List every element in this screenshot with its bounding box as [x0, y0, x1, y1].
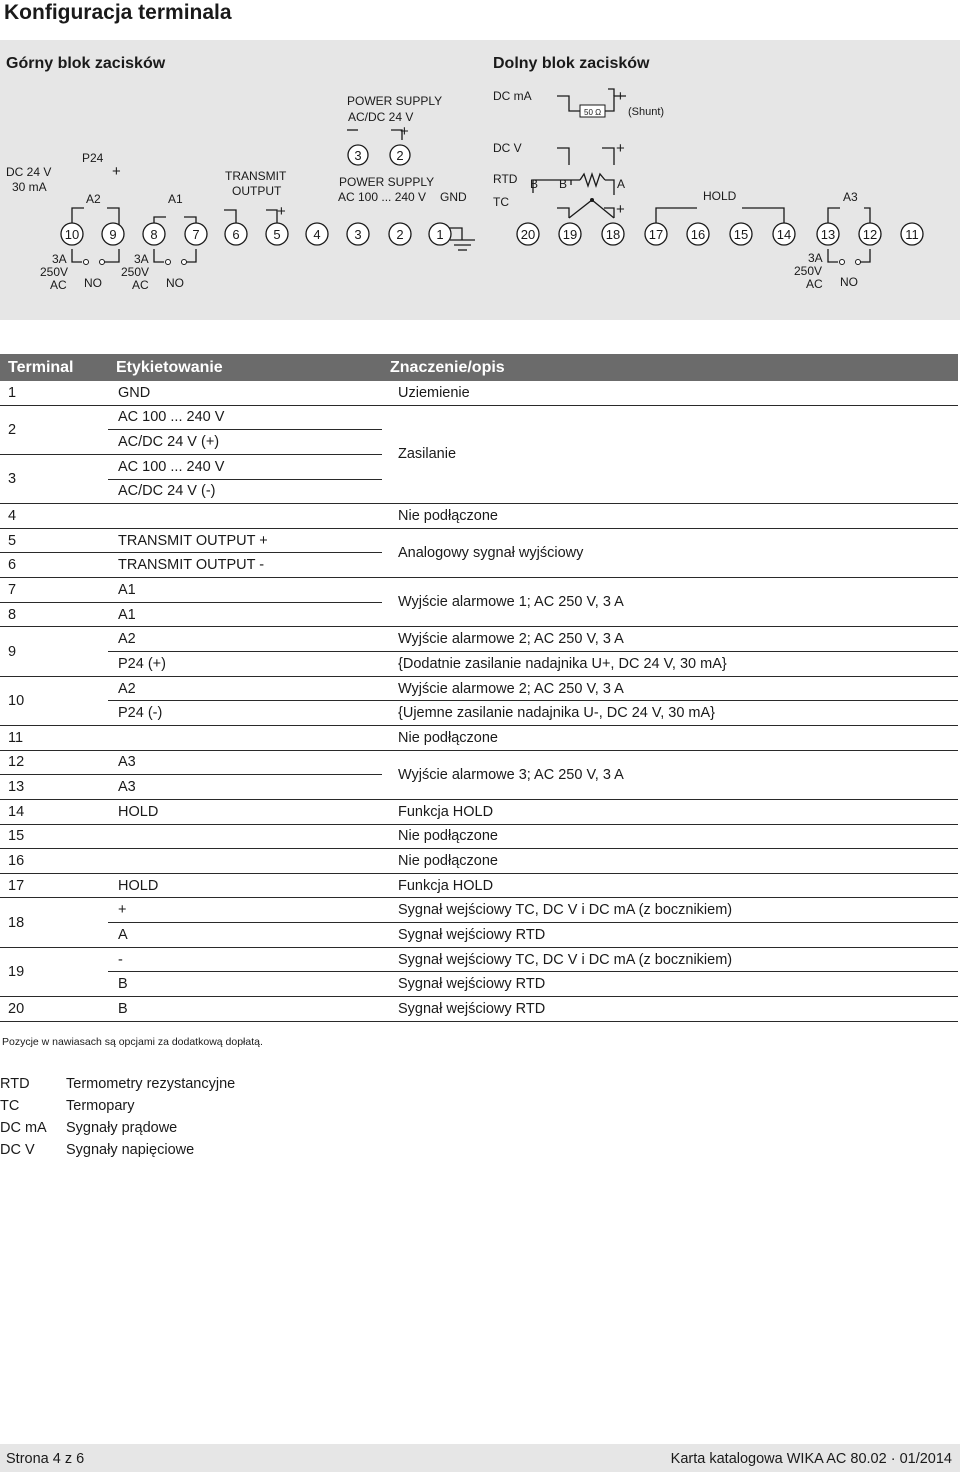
page-title: Konfiguracja terminala — [4, 1, 232, 24]
cell-terminal: 2 — [0, 405, 108, 454]
cell-label: P24 (+) — [108, 652, 382, 677]
gnd-label: GND — [440, 190, 467, 204]
cell-label: - — [108, 947, 382, 972]
cell-label: A — [108, 923, 382, 948]
transmit-label: TRANSMIT — [225, 169, 287, 183]
ac-label-3: AC — [806, 277, 823, 291]
cell-terminal: 3 — [0, 454, 108, 503]
table-row — [0, 676, 958, 701]
legend-row — [0, 1095, 235, 1117]
terminal-19: 19 — [562, 227, 578, 242]
rtd-b2-label: B — [559, 177, 568, 191]
cell-description: Sygnał wejściowy TC, DC V i DC mA (z bocznikiem) — [382, 947, 958, 972]
table-row — [0, 898, 958, 923]
cell-description: Funkcja HOLD — [382, 799, 958, 824]
table-row — [0, 849, 958, 874]
cell-label — [108, 725, 382, 750]
cell-label — [108, 504, 382, 529]
cell-terminal: 13 — [0, 775, 108, 800]
ps-terminal-3: 3 — [354, 148, 362, 163]
cell-label: A1 — [108, 602, 382, 627]
terminal-15: 15 — [733, 227, 749, 242]
table-row — [0, 824, 958, 849]
cell-label: A3 — [108, 775, 382, 800]
abbreviation-legend — [0, 1073, 235, 1161]
cell-description: Wyjście alarmowe 2; AC 250 V, 3 A — [382, 676, 958, 701]
table-row — [0, 873, 958, 898]
volt-label-2: 250V — [121, 265, 150, 279]
table-row — [0, 972, 958, 997]
cell-description: Sygnał wejściowy RTD — [382, 997, 958, 1022]
cell-description: Uziemienie — [382, 381, 958, 405]
cell-terminal: 7 — [0, 578, 108, 603]
terminal-1: 1 — [436, 227, 444, 242]
legend-text: Termopary — [66, 1098, 135, 1114]
cell-terminal: 15 — [0, 824, 108, 849]
legend-text: Sygnały prądowe — [66, 1120, 178, 1136]
a2-label: A2 — [86, 192, 101, 206]
cell-label: + — [108, 898, 382, 923]
cell-label: HOLD — [108, 799, 382, 824]
cell-terminal: 5 — [0, 528, 108, 553]
terminal-10: 10 — [64, 227, 80, 242]
rtd-a-label: A — [617, 177, 626, 191]
cell-terminal: 16 — [0, 849, 108, 874]
legend-row — [0, 1117, 235, 1139]
cell-terminal: 4 — [0, 504, 108, 529]
amp-label-2: 3A — [134, 252, 149, 266]
legend-row — [0, 1139, 235, 1161]
cell-label: B — [108, 972, 382, 997]
table-row — [0, 923, 958, 948]
cell-label: AC 100 ... 240 V — [108, 454, 382, 479]
legend-abbreviation: DC V — [0, 1142, 35, 1158]
terminal-14: 14 — [776, 227, 792, 242]
cell-terminal: 19 — [0, 947, 108, 996]
column-header-label: Etykietowanie — [108, 354, 382, 381]
dcma-plus: + — [616, 88, 625, 105]
cell-description: Analogowy sygnał wyjściowy — [382, 528, 958, 577]
no-label-1: NO — [84, 276, 102, 290]
ps1-label: POWER SUPPLY — [347, 94, 443, 108]
cell-label: TRANSMIT OUTPUT - — [108, 553, 382, 578]
table-row — [0, 504, 958, 529]
wiring-diagram-svg — [0, 40, 960, 320]
cell-label: TRANSMIT OUTPUT + — [108, 528, 382, 553]
ps1b-label: AC/DC 24 V — [348, 110, 414, 124]
cell-terminal: 17 — [0, 873, 108, 898]
amp-label-1: 3A — [52, 252, 67, 266]
terminal-3: 3 — [354, 227, 362, 242]
cell-label: B — [108, 997, 382, 1022]
dcv-plus: + — [616, 140, 625, 157]
column-header-description: Znaczenie/opis — [382, 354, 958, 381]
cell-description: Nie podłączone — [382, 824, 958, 849]
cell-description: Wyjście alarmowe 3; AC 250 V, 3 A — [382, 750, 958, 799]
cell-description: Sygnał wejściowy RTD — [382, 923, 958, 948]
legend-text: Sygnały napięciowe — [66, 1142, 195, 1158]
table-row — [0, 701, 958, 726]
ps-plus: + — [400, 123, 409, 140]
cell-description: Wyjście alarmowe 1; AC 250 V, 3 A — [382, 578, 958, 627]
rtd-b1-label: B — [530, 177, 539, 191]
shunt-label: (Shunt) — [628, 106, 665, 118]
upper-block-title: Górny blok zacisków — [6, 55, 166, 72]
legend-abbreviation: RTD — [0, 1076, 30, 1092]
table-row — [0, 947, 958, 972]
cell-terminal: 14 — [0, 799, 108, 824]
cell-description: Sygnał wejściowy RTD — [382, 972, 958, 997]
lower-block-title: Dolny blok zacisków — [493, 55, 650, 72]
cell-terminal: 20 — [0, 997, 108, 1022]
cell-terminal: 10 — [0, 676, 108, 725]
a1-label: A1 — [168, 192, 183, 206]
no-label-3: NO — [840, 275, 858, 289]
ac-label-1: AC — [50, 278, 67, 292]
table-row — [0, 799, 958, 824]
p24-label: P24 — [82, 151, 104, 165]
table-row — [0, 627, 958, 652]
cell-description: Nie podłączone — [382, 849, 958, 874]
cell-label: P24 (-) — [108, 701, 382, 726]
volt-label-1: 250V — [40, 265, 69, 279]
ac-label-2: AC — [132, 278, 149, 292]
cell-label — [108, 824, 382, 849]
cell-label — [108, 849, 382, 874]
terminal-11: 11 — [905, 227, 919, 242]
ohm-label: 50 Ω — [584, 108, 602, 117]
terminal-circles — [61, 145, 923, 245]
amp-label-3: 3A — [808, 251, 823, 265]
cell-label: A2 — [108, 627, 382, 652]
table-row — [0, 652, 958, 677]
ps-terminal-2: 2 — [396, 148, 404, 163]
p24-plus: + — [112, 163, 121, 180]
cell-terminal: 12 — [0, 750, 108, 775]
cell-label: HOLD — [108, 873, 382, 898]
legend-text: Termometry rezystancyjne — [66, 1076, 236, 1092]
page-number: Strona 4 z 6 — [6, 1451, 85, 1467]
rtd-label: RTD — [493, 172, 518, 186]
cell-terminal: 18 — [0, 898, 108, 947]
ps2b-label: AC 100 ... 240 V — [338, 190, 427, 204]
terminal-5: 5 — [273, 227, 281, 242]
legend-row — [0, 1073, 235, 1095]
cell-label: A3 — [108, 750, 382, 775]
ma30-label: 30 mA — [12, 180, 47, 194]
cell-label: A2 — [108, 676, 382, 701]
cell-label: AC/DC 24 V (-) — [108, 479, 382, 504]
volt-label-3: 250V — [794, 264, 823, 278]
cell-label: GND — [108, 381, 382, 405]
tc-label: TC — [493, 195, 509, 209]
cell-description: {Ujemne zasilanie nadajnika U-, DC 24 V, 30 mA} — [382, 701, 958, 726]
terminal-2: 2 — [396, 227, 404, 242]
cell-description: Sygnał wejściowy TC, DC V i DC mA (z bocznikiem) — [382, 898, 958, 923]
cell-terminal: 11 — [0, 725, 108, 750]
hold-label: HOLD — [703, 189, 737, 203]
table-row — [0, 405, 958, 430]
table-row — [0, 578, 958, 603]
table-row — [0, 725, 958, 750]
a3-label: A3 — [843, 190, 858, 204]
column-header-terminal: Terminal — [0, 354, 108, 381]
cell-label: AC 100 ... 240 V — [108, 405, 382, 430]
dcv-label: DC V — [493, 141, 522, 155]
document-reference: Karta katalogowa WIKA AC 80.02 · 01/2014 — [670, 1451, 952, 1467]
cell-description: {Dodatnie zasilanie nadajnika U+, DC 24 V, 30 mA} — [382, 652, 958, 677]
cell-description: Nie podłączone — [382, 504, 958, 529]
legend-abbreviation: TC — [0, 1098, 20, 1114]
cell-label: AC/DC 24 V (+) — [108, 430, 382, 455]
terminal-8: 8 — [150, 227, 158, 242]
terminal-13: 13 — [820, 227, 836, 242]
table-header-row — [0, 354, 958, 381]
dc24-label: DC 24 V — [6, 165, 52, 179]
terminal-6: 6 — [232, 227, 240, 242]
no-label-2: NO — [166, 276, 184, 290]
cell-terminal: 6 — [0, 553, 108, 578]
terminal-20: 20 — [520, 227, 536, 242]
terminal-17: 17 — [648, 227, 664, 242]
cell-description: Wyjście alarmowe 2; AC 250 V, 3 A — [382, 627, 958, 652]
terminal-4: 4 — [313, 227, 321, 242]
cell-terminal: 8 — [0, 602, 108, 627]
table-row — [0, 381, 958, 405]
output-label: OUTPUT — [232, 184, 282, 198]
terminal-16: 16 — [690, 227, 706, 242]
terminal-12: 12 — [862, 227, 878, 242]
legend-abbreviation: DC mA — [0, 1120, 47, 1136]
table-row — [0, 750, 958, 775]
table-row — [0, 997, 958, 1022]
cell-terminal: 9 — [0, 627, 108, 676]
dcma-label: DC mA — [493, 89, 532, 103]
transmit-plus: + — [277, 203, 286, 220]
cell-label: A1 — [108, 578, 382, 603]
cell-description: Nie podłączone — [382, 725, 958, 750]
cell-description: Funkcja HOLD — [382, 873, 958, 898]
page-footer — [0, 1444, 960, 1472]
cell-description: Zasilanie — [382, 405, 958, 504]
tc-plus: + — [616, 201, 625, 218]
cell-terminal: 1 — [0, 381, 108, 405]
terminal-7: 7 — [192, 227, 200, 242]
wiring-diagram — [0, 40, 960, 320]
terminal-18: 18 — [605, 227, 621, 242]
terminal-table — [0, 354, 958, 1022]
table-row — [0, 528, 958, 553]
footnote: Pozycje w nawiasach są opcjami za dodatkową dopłatą. — [2, 1036, 263, 1048]
terminal-9: 9 — [109, 227, 117, 242]
ps2-label: POWER SUPPLY — [339, 175, 435, 189]
